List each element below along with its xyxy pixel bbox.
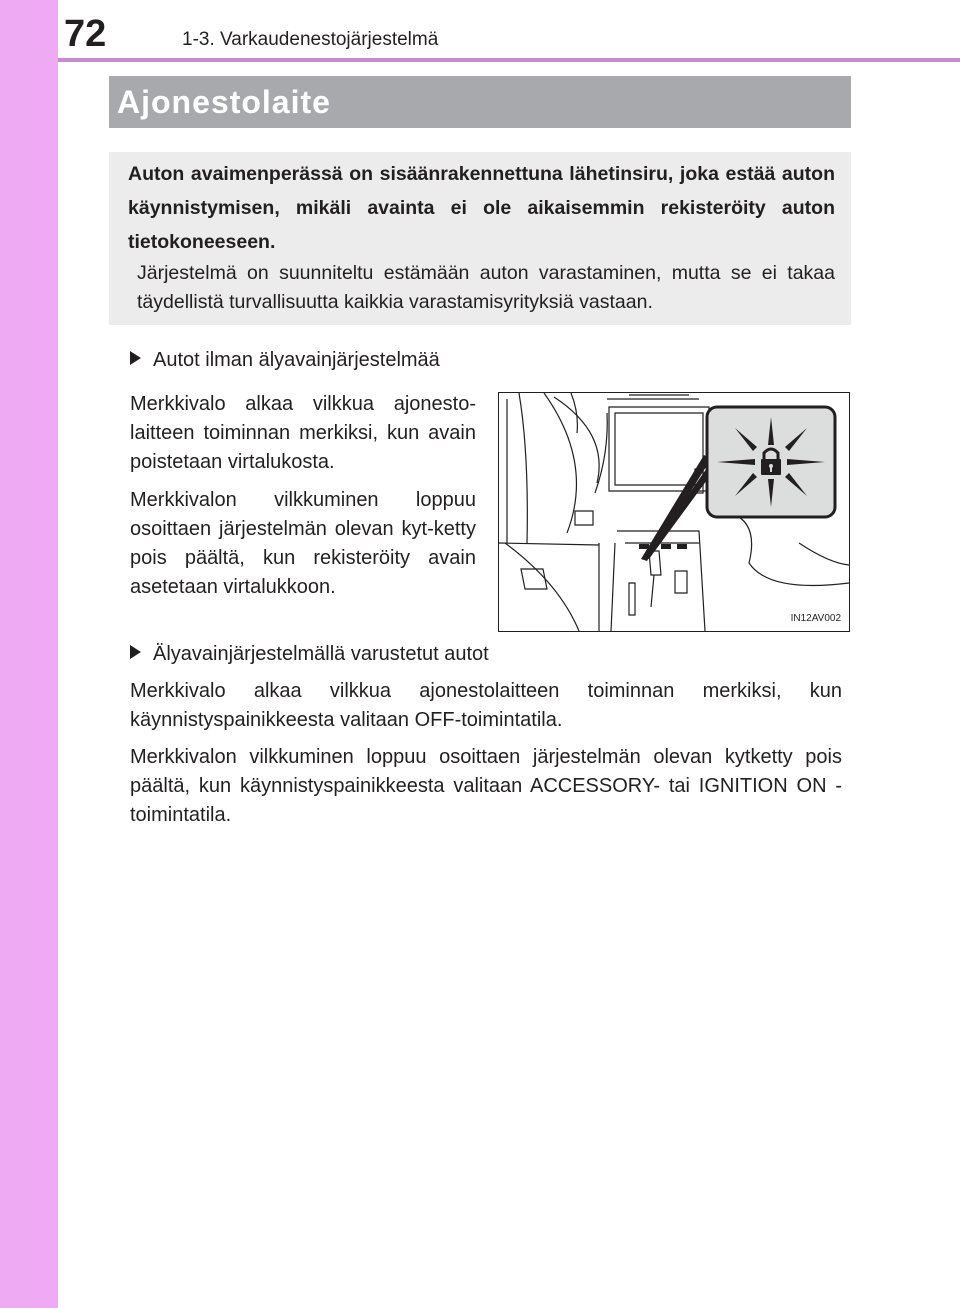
- intro-note-text: Järjestelmä on suunniteltu estämään auton varastaminen, mutta se ei takaa täydellistä turvallisuutta kaikkia varastamisyrityksiä vastaan.: [137, 262, 835, 313]
- paragraph-off-mode: Merkkivalo alkaa vilkkua ajonestolaitteen toiminnan merkiksi, kun käynnistyspainikkeesta valitaan OFF-toimintatila.: [130, 680, 842, 731]
- header-rule: [58, 58, 960, 62]
- paragraph-key-inserted: Merkkivalon vilkkuminen loppuu osoittaen järjestelmän olevan kyt-ketty pois päältä, kun rekisteröity avain asetetaan virtalukkoon.: [130, 489, 476, 598]
- heading-without-smart-key: [130, 347, 440, 373]
- intro-bold-text: Auton avaimenperässä on sisäänrakennettuna lähetinsiru, joka estää auton käynnistymisen, mikäli avainta ei ole aikaisemmin rekisteröity auton tietokoneeseen.: [128, 163, 835, 253]
- paragraph-accessory-ignition: Merkkivalon vilkkuminen loppuu osoittaen järjestelmän olevan kytketty pois päältä, kun käynnistyspainikkeesta valitaan ACCESSORY- tai IGNITION ON -toimintatila.: [130, 746, 842, 826]
- dashboard-buttons: [639, 544, 687, 549]
- triangle-bullet-icon: [130, 645, 141, 659]
- dashboard-drawing: [499, 393, 849, 631]
- callout-pointer-2: [641, 455, 711, 561]
- paragraph-key-removed: Merkkivalo alkaa vilkkua ajonesto-laitteen toiminnan merkiksi, kun avain poistetaan virtalukosta.: [130, 393, 476, 473]
- page-number: 72: [64, 13, 107, 55]
- chapter-side-tab: [0, 0, 58, 1308]
- running-head: 1-3. Varkaudenestojärjestelmä: [182, 29, 439, 50]
- heading-without-smart-key-text: Autot ilman älyavainjärjestelmää: [153, 349, 440, 371]
- heading-with-smart-key-text: Älyavainjärjestelmällä varustetut autot: [153, 643, 489, 665]
- section-title: Ajonestolaite: [117, 84, 331, 120]
- triangle-bullet-icon: [130, 351, 141, 365]
- figure-code: IN12AV002: [790, 613, 841, 624]
- dashboard-illustration: [498, 392, 850, 632]
- heading-with-smart-key: [130, 641, 489, 667]
